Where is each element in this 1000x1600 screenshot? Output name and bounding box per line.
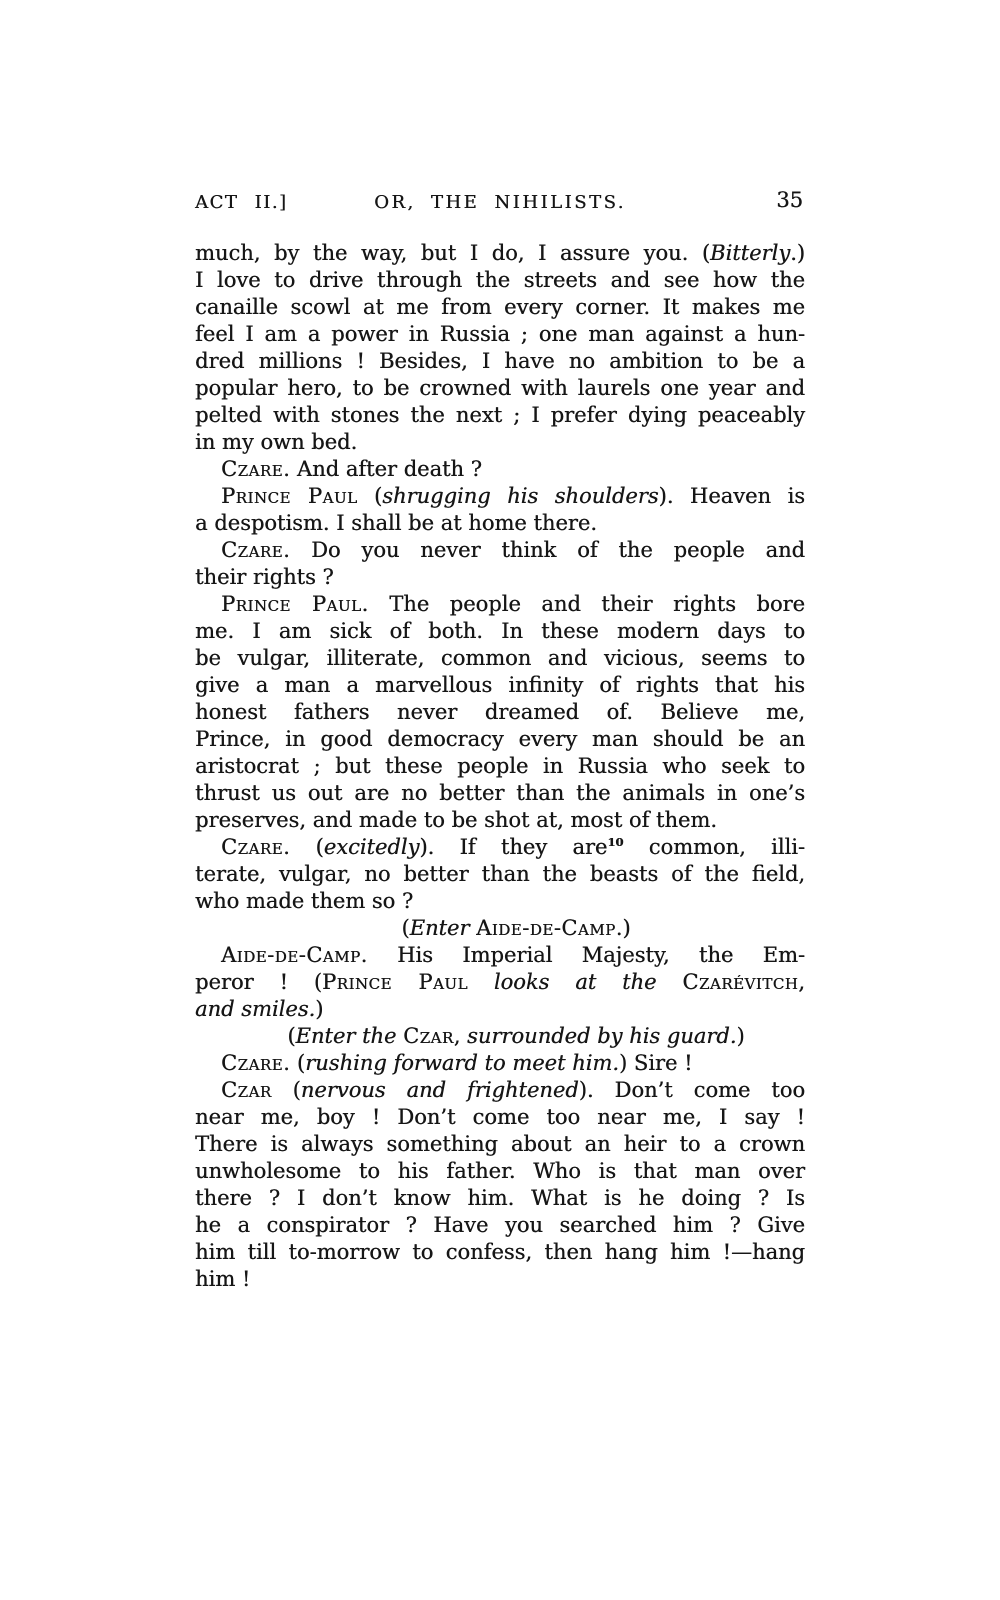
text-line xyxy=(195,753,805,780)
text-segment: ( xyxy=(271,1078,301,1102)
text-line xyxy=(195,915,805,942)
stage-direction-segment: and smiles. xyxy=(195,997,316,1021)
text-line xyxy=(195,888,805,915)
text-segment: ) Sire ! xyxy=(618,1051,693,1075)
stage-direction-segment: surrounded by his guard. xyxy=(467,1024,737,1048)
text-segment: terate, vulgar, no better than the beasts of the field, xyxy=(195,862,805,886)
text-segment: And after death ? xyxy=(290,457,482,481)
stage-direction-segment: Enter xyxy=(409,916,470,940)
text-line xyxy=(195,645,805,672)
text-line xyxy=(195,726,805,753)
speaker-name-segment: Czare. xyxy=(221,1051,291,1075)
text-line xyxy=(195,375,805,402)
text-line xyxy=(195,942,805,969)
text-segment: ) xyxy=(315,997,324,1021)
text-segment: me. I am sick of both. In these modern days to xyxy=(195,619,805,643)
text-segment: popular hero, to be crowned with laurels one year and xyxy=(195,376,805,400)
text-line xyxy=(195,564,805,591)
text-line xyxy=(195,1158,805,1185)
text-segment: much, by the way, but I do, I assure you. ( xyxy=(195,241,711,265)
text-segment: canaille scowl at me from every corner. It makes me xyxy=(195,295,805,319)
text-line xyxy=(195,699,805,726)
text-line xyxy=(195,510,805,537)
speaker-name-segment: Czar xyxy=(221,1078,272,1102)
text-line xyxy=(195,1104,805,1131)
text-block xyxy=(195,240,805,1293)
speaker-name-segment: Czare. xyxy=(221,457,291,481)
text-segment: dred millions ! Besides, I have no ambition to be a xyxy=(195,349,805,373)
stage-direction-segment: excitedly xyxy=(323,835,420,859)
stage-direction-segment: nervous and frightened xyxy=(300,1078,579,1102)
speaker-name-segment: Czare. xyxy=(221,538,291,562)
text-line xyxy=(195,996,805,1023)
page-header xyxy=(195,190,805,216)
text-segment: ( xyxy=(357,484,383,508)
text-segment: preserves, and made to be shot at, most of them. xyxy=(195,808,717,832)
text-segment: in my own bed. xyxy=(195,430,358,454)
text-segment: ). Heaven is xyxy=(658,484,805,508)
text-line xyxy=(195,537,805,564)
text-segment xyxy=(656,970,682,994)
text-line xyxy=(195,807,805,834)
text-segment: , xyxy=(453,1024,468,1048)
text-segment: ( xyxy=(401,916,410,940)
speaker-name-segment: Czar xyxy=(403,1024,454,1048)
speaker-name-segment: Aide-de-Camp. xyxy=(221,943,368,967)
text-segment: honest fathers never dreamed of. Believe me, xyxy=(195,700,805,724)
text-line xyxy=(195,1239,805,1266)
text-line xyxy=(195,240,805,267)
text-segment: Do you never think of the people and xyxy=(290,538,805,562)
text-segment: there ? I don’t know him. What is he doing ? Is xyxy=(195,1186,805,1210)
text-segment: ( xyxy=(290,1051,306,1075)
text-segment: Prince, in good democracy every man should be an xyxy=(195,727,805,751)
text-segment: ( xyxy=(290,835,324,859)
text-segment: feel I am a power in Russia ; one man against a hun- xyxy=(195,322,805,346)
annotation-superscript: 10 xyxy=(607,835,624,849)
stage-direction-segment: shrugging his shoulders xyxy=(382,484,659,508)
text-line xyxy=(195,429,805,456)
text-segment: who made them so ? xyxy=(195,889,414,913)
speaker-name-segment: Prince Paul xyxy=(221,484,358,508)
speaker-name-segment: Prince Paul xyxy=(322,970,468,994)
text-segment: I love to drive through the streets and see how the xyxy=(195,268,805,292)
header-act-label: ACT II.] xyxy=(195,192,288,213)
text-segment: him ! xyxy=(195,1267,251,1291)
speaker-name-segment: Aide-de-Camp xyxy=(476,916,616,940)
text-line xyxy=(195,1077,805,1104)
text-line xyxy=(195,483,805,510)
text-line xyxy=(195,348,805,375)
text-segment: he a conspirator ? Have you searched him ? Give xyxy=(195,1213,805,1237)
text-segment: ( xyxy=(287,1024,296,1048)
text-segment xyxy=(468,970,494,994)
text-line xyxy=(195,591,805,618)
text-segment: ). Don’t come too xyxy=(578,1078,805,1102)
text-segment: be vulgar, illiterate, common and vicious, seems to xyxy=(195,646,805,670)
stage-direction-segment: Enter the xyxy=(295,1024,397,1048)
header-page-number: 35 xyxy=(776,188,803,212)
text-segment: peror ! ( xyxy=(195,970,323,994)
header-running-title: OR, THE NIHILISTS. xyxy=(374,192,626,213)
text-segment: .) xyxy=(615,916,631,940)
text-line xyxy=(195,834,805,861)
text-segment: aristocrat ; but these people in Russia who seek to xyxy=(195,754,805,778)
text-line xyxy=(195,267,805,294)
text-segment: give a man a marvellous infinity of rights that his xyxy=(195,673,805,697)
text-line xyxy=(195,969,805,996)
stage-direction-segment: Bitterly xyxy=(710,241,791,265)
text-segment: ) xyxy=(736,1024,745,1048)
text-segment: common, illi- xyxy=(623,835,805,859)
speaker-name-segment: Czarévitch xyxy=(682,970,799,994)
text-segment: their rights ? xyxy=(195,565,334,589)
text-line xyxy=(195,1185,805,1212)
text-line xyxy=(195,321,805,348)
text-line xyxy=(195,1212,805,1239)
text-line xyxy=(195,1050,805,1077)
text-segment: a despotism. I shall be at home there. xyxy=(195,511,597,535)
text-segment: There is always something about an heir to a crown xyxy=(195,1132,805,1156)
text-segment: , xyxy=(798,970,805,994)
text-line xyxy=(195,861,805,888)
text-line xyxy=(195,672,805,699)
text-segment: pelted with stones the next ; I prefer dying peaceably xyxy=(195,403,805,427)
stage-direction-segment: looks at the xyxy=(493,970,657,994)
text-line xyxy=(195,294,805,321)
text-line xyxy=(195,402,805,429)
text-segment: ). If they are xyxy=(419,835,608,859)
text-segment: him till to-morrow to confess, then hang him !—hang xyxy=(195,1240,805,1264)
text-segment: unwholesome to his father. Who is that man over xyxy=(195,1159,805,1183)
text-line xyxy=(195,456,805,483)
text-segment: His Imperial Majesty, the Em- xyxy=(367,943,805,967)
text-line xyxy=(195,1266,805,1293)
text-segment: The people and their rights bore xyxy=(368,592,805,616)
text-segment: .) xyxy=(790,241,805,265)
text-line xyxy=(195,780,805,807)
speaker-name-segment: Prince Paul. xyxy=(221,592,369,616)
text-line xyxy=(195,618,805,645)
text-line xyxy=(195,1023,805,1050)
speaker-name-segment: Czare. xyxy=(221,835,291,859)
stage-direction-segment: rushing forward to meet him. xyxy=(305,1051,619,1075)
text-segment: near me, boy ! Don’t come too near me, I say ! xyxy=(195,1105,805,1129)
text-line xyxy=(195,1131,805,1158)
text-segment: thrust us out are no better than the animals in one’s xyxy=(195,781,805,805)
